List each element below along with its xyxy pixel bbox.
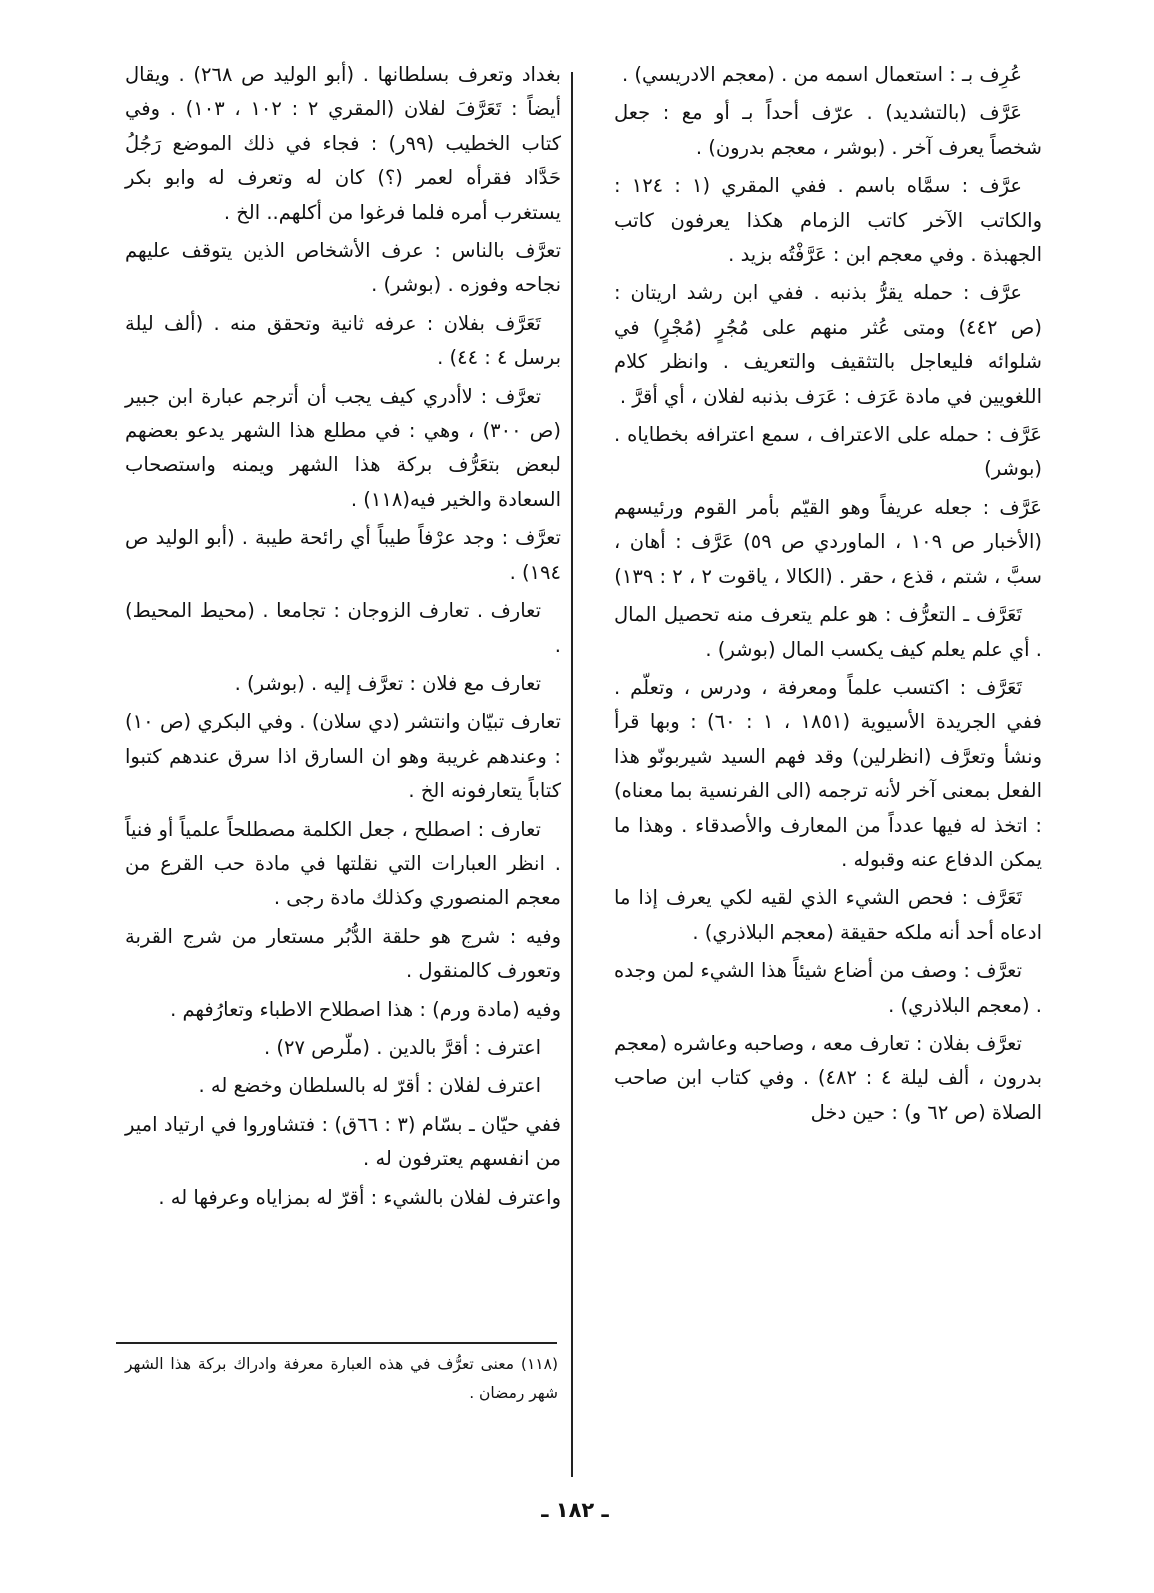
entry-paragraph: تعرَّف : وجد عرْفاً طيباً أي رائحة طيبة . (أبو الوليد ص ١٩٤) . bbox=[125, 526, 561, 584]
entry-paragraph: تَعَرَّف : فحص الشيء الذي لقيه لكي يعرف إذا ما ادعاه أحد أنه ملكه حقيقة (معجم البلاذري) . bbox=[614, 886, 1042, 944]
entry-paragraph: عرَّف : سمَّاه باسم . ففي المقري (١ : ١٢٤ : والكاتب الآخر كاتب الزمام هكذا يعرفون كاتب الجهبذة . وفي معجم ابن : عَرَّفْتُه بزيد . bbox=[614, 174, 1042, 267]
column-divider bbox=[571, 72, 573, 1477]
entry-paragraph: واعترف لفلان بالشيء : أقرّ له بمزاياه وعرفها له . bbox=[158, 1185, 561, 1209]
entry-paragraph: ففي حيّان ـ بسّام (٣ : ٦٦ق) : فتشاوروا في ارتياد امير من انفسهم يعترفون له . bbox=[125, 1112, 561, 1171]
entry-paragraph: تَعَرَّف ـ التعرُّف : هو علم يتعرف منه تحصيل المال . أي علم يعلم كيف يكسب المال (بوشر) . bbox=[614, 603, 1042, 661]
entry-paragraph: اعترف : أقرَّ بالدين . (ملّرص ٢٧) . bbox=[264, 1035, 541, 1059]
entry-paragraph: تَعَرَّف : اكتسب علماً ومعرفة ، ودرس ، وتعلّم . ففي الجريدة الأسيوية (١٨٥١ ، ١ : ٦٠) : وبها قرأ ونشأ وتعرَّف (انظرلين) وقد فهم السيد شيربونّو هذا الفعل بمعنى آخر لأنه ترجمه (الى الفرنسية بما معناه) : اتخذ له فيها عدداً من المعارف والأصدقاء . وهذا ما يمكن الدفاع عنه وقبوله . bbox=[614, 675, 1042, 871]
left-column bbox=[125, 58, 561, 1219]
entry-paragraph: تعرَّف بفلان : تعارف معه ، وصاحبه وعاشره (معجم بدرون ، ألف ليلة ٤ : ٤٨٢) . وفي كتاب ابن صاحب الصلاة (ص ٦٢ و) : حين دخل bbox=[614, 1031, 1043, 1124]
entry-paragraph: تعارف . تعارف الزوجان : تجامعا . (محيط المحيط) . bbox=[125, 599, 561, 657]
entry-paragraph: تعارف تبيّان وانتشر (دي سلان) . وفي البكري (ص ١٠) : وعندهم غريبة وهو ان السارق اذا سرق عندهم كتبوا كتاباً يتعارفونه الخ . bbox=[125, 710, 561, 803]
entry-paragraph: اعترف لفلان : أقرّ له بالسلطان وخضع له . bbox=[198, 1074, 541, 1098]
footnote-rule bbox=[116, 1342, 557, 1344]
entry-paragraph: عَرَّف : حمله على الاعتراف ، سمع اعترافه بخطاياه . (بوشر) bbox=[614, 423, 1042, 481]
entry-paragraph: وفيه (مادة ورم) : هذا اصطلاح الاطباء وتعارُفهم . bbox=[170, 997, 561, 1021]
entry-paragraph: تَعَرَّف بفلان : عرفه ثانية وتحقق منه . (ألف ليلة برسل ٤ : ٤٤) . bbox=[125, 311, 561, 370]
entry-paragraph: تعرَّف بالناس : عرف الأشخاص الذين يتوقف عليهم نجاحه وفوزه . (بوشر) . bbox=[125, 239, 561, 297]
entry-paragraph: عرَّف : حمله يقرُّ بذنبه . ففي ابن رشد اريتان : (ص ٤٤٢) ومتى عُثر منهم على مُجُرٍ (مُجْرٍ) في شلوائه فليعاجل بالتثقيف والتعريف . وانظر كلام اللغويين في مادة عَرَف : عَرَف بذنبه لفلان ، أي أقرَّ . bbox=[614, 281, 1042, 408]
page-number: ـ ١٨٢ ـ bbox=[541, 1498, 609, 1522]
entry-paragraph: وفيه : شرج هو حلقة الدُّبُر مستعار من شرج القربة وتعورف كالمنقول . bbox=[125, 924, 561, 983]
entry-paragraph: عَرَّف (بالتشديد) . عرّف أحداً بـ أو مع : جعل شخصاً يعرف آخر . (بوشر ، معجم بدرون) . bbox=[614, 101, 1042, 159]
right-column bbox=[614, 58, 1042, 1134]
entry-paragraph: تعارف : اصطلح ، جعل الكلمة مصطلحاً علمياً أو فنياً . انظر العبارات التي نقلتها في مادة حب القرع من معجم المنصوري وكذلك مادة رجى . bbox=[125, 817, 561, 910]
entry-paragraph: تعرَّف : وصف من أضاع شيئاً هذا الشيء لمن وجده . (معجم البلاذري) . bbox=[614, 959, 1042, 1017]
entry-paragraph: عُرِف بـ : استعمال اسمه من . (معجم الادريسي) . bbox=[621, 63, 1022, 86]
entry-paragraph: عَرَّف : جعله عريفاً وهو القيّم بأمر القوم ورئيسهم (الأخبار ص ١٠٩ ، الماوردي ص ٥٩) عَرَّف : أهان ، سبَّ ، شتم ، قذع ، حقر . (الكالا ، ياقوت ٢ ، ٢ : ١٣٩) bbox=[614, 495, 1042, 588]
footnote: (١١٨) معنى تعرُّف في هذه العبارة معرفة وادراك بركة هذا الشهر شهر رمضان . bbox=[125, 1355, 558, 1402]
entry-paragraph: بغداد وتعرف بسلطانها . (أبو الوليد ص ٢٦٨) . ويقال أيضاً : تَعَرَّفَ لفلان (المقري ٢ : ١٠٢ ، ١٠٣) . وفي كتاب الخطيب (٩٩ر) : فجاء في ذلك الموضع رَجُلُ حَدَّاد فقرأه لعمر (؟) كان له وتعرف له وابو بكر يستغرب أمره فلما فرغوا من أكلهم.. الخ . bbox=[125, 63, 561, 224]
entry-paragraph: تعارف مع فلان : تعرَّف إليه . (بوشر) . bbox=[234, 671, 541, 695]
entry-paragraph: تعرَّف : لاأدري كيف يجب أن أترجم عبارة ابن جبير (ص ٣٠٠) ، وهي : في مطلع هذا الشهر يدعو بعضهم لبعض بتعَرُّف بركة هذا الشهر ويمنه واستصحاب السعادة والخير فيه(١١٨) . bbox=[125, 384, 561, 511]
